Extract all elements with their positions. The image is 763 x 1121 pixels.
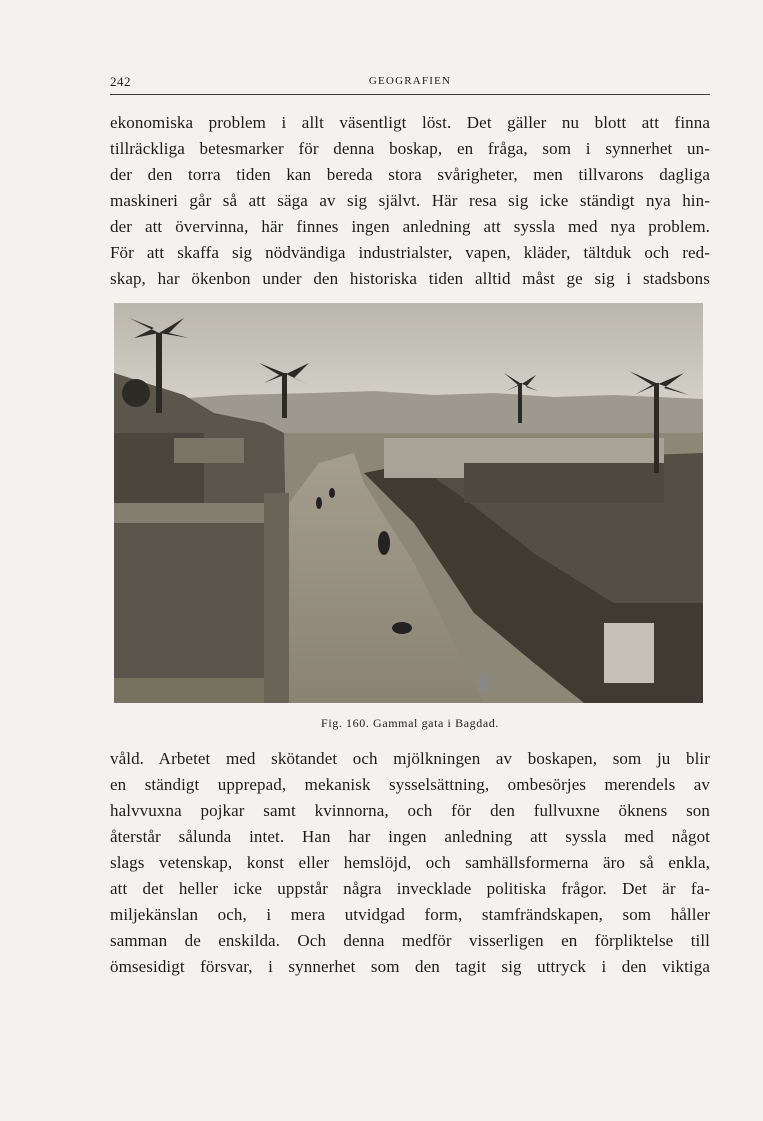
- running-head: GEOGRAFIEN: [368, 75, 452, 87]
- left-foreground-wall: [114, 678, 264, 703]
- photo-illustration: [114, 303, 703, 703]
- text-line: För att skaffa sig nödvändiga industrialster, vapen, kläder, tältduk och red-: [110, 243, 710, 262]
- text-line: miljekänslan och, i mera utvidgad form, stamfrändskapen, som håller: [110, 905, 710, 924]
- text-line: der den torra tiden kan bereda stora svårigheter, men tillvarons dagliga: [110, 165, 710, 184]
- text-line: våld. Arbetet med skötandet och mjölkningen av boskapen, som ju blir: [110, 749, 710, 768]
- text-line: samman de enskilda. Och denna medför visserligen en förpliktelse till: [110, 931, 710, 950]
- text-line: en ständigt upprepad, mekanisk sysselsättning, ombesörjes merendels av: [110, 775, 710, 794]
- gate-pillar: [604, 623, 654, 683]
- text-line: skap, har ökenbon under den historiska tiden alltid måst ge sig i stadsbons: [110, 269, 710, 288]
- text-line: der att övervinna, här finnes ingen anledning att syssla med nya problem.: [110, 217, 710, 236]
- left-building-wall: [264, 493, 289, 703]
- left-roof-block: [174, 438, 244, 463]
- text-line: tillräckliga betesmarker för denna boskap, en fråga, som i synnerhet un-: [110, 139, 710, 158]
- text-line: att det heller icke uppstår några invecklade politiska frågor. Det är fa-: [110, 879, 710, 898]
- street-photograph: [114, 303, 703, 703]
- body-text-bottom: [110, 746, 710, 980]
- text-line: halvvuxna pojkar samt kvinnorna, och för den fullvuxne öknens son: [110, 801, 710, 820]
- text-line: ömsesidigt försvar, i synnerhet som den tagit sig uttryck i den viktiga: [110, 957, 710, 976]
- page-number: 242: [110, 74, 131, 89]
- garden-hedge: [464, 463, 664, 503]
- text-line: återstår sålunda intet. Han har ingen anledning att syssla med något: [110, 827, 710, 846]
- text-line: ekonomiska problem i allt väsentligt löst. Det gäller nu blott att finna: [110, 113, 710, 132]
- text-line: slags vetenskap, konst eller hemslöjd, och samhällsformerna äro så enkla,: [110, 853, 710, 872]
- text-line: maskineri går så att säga av sig självt. Här resa sig icke ständigt nya hin-: [110, 191, 710, 210]
- figure-caption: Fig. 160. Gammal gata i Bagdad.: [321, 716, 499, 730]
- body-text-top: [110, 110, 710, 292]
- page-header: [110, 72, 710, 95]
- left-roof-ledge: [114, 503, 274, 523]
